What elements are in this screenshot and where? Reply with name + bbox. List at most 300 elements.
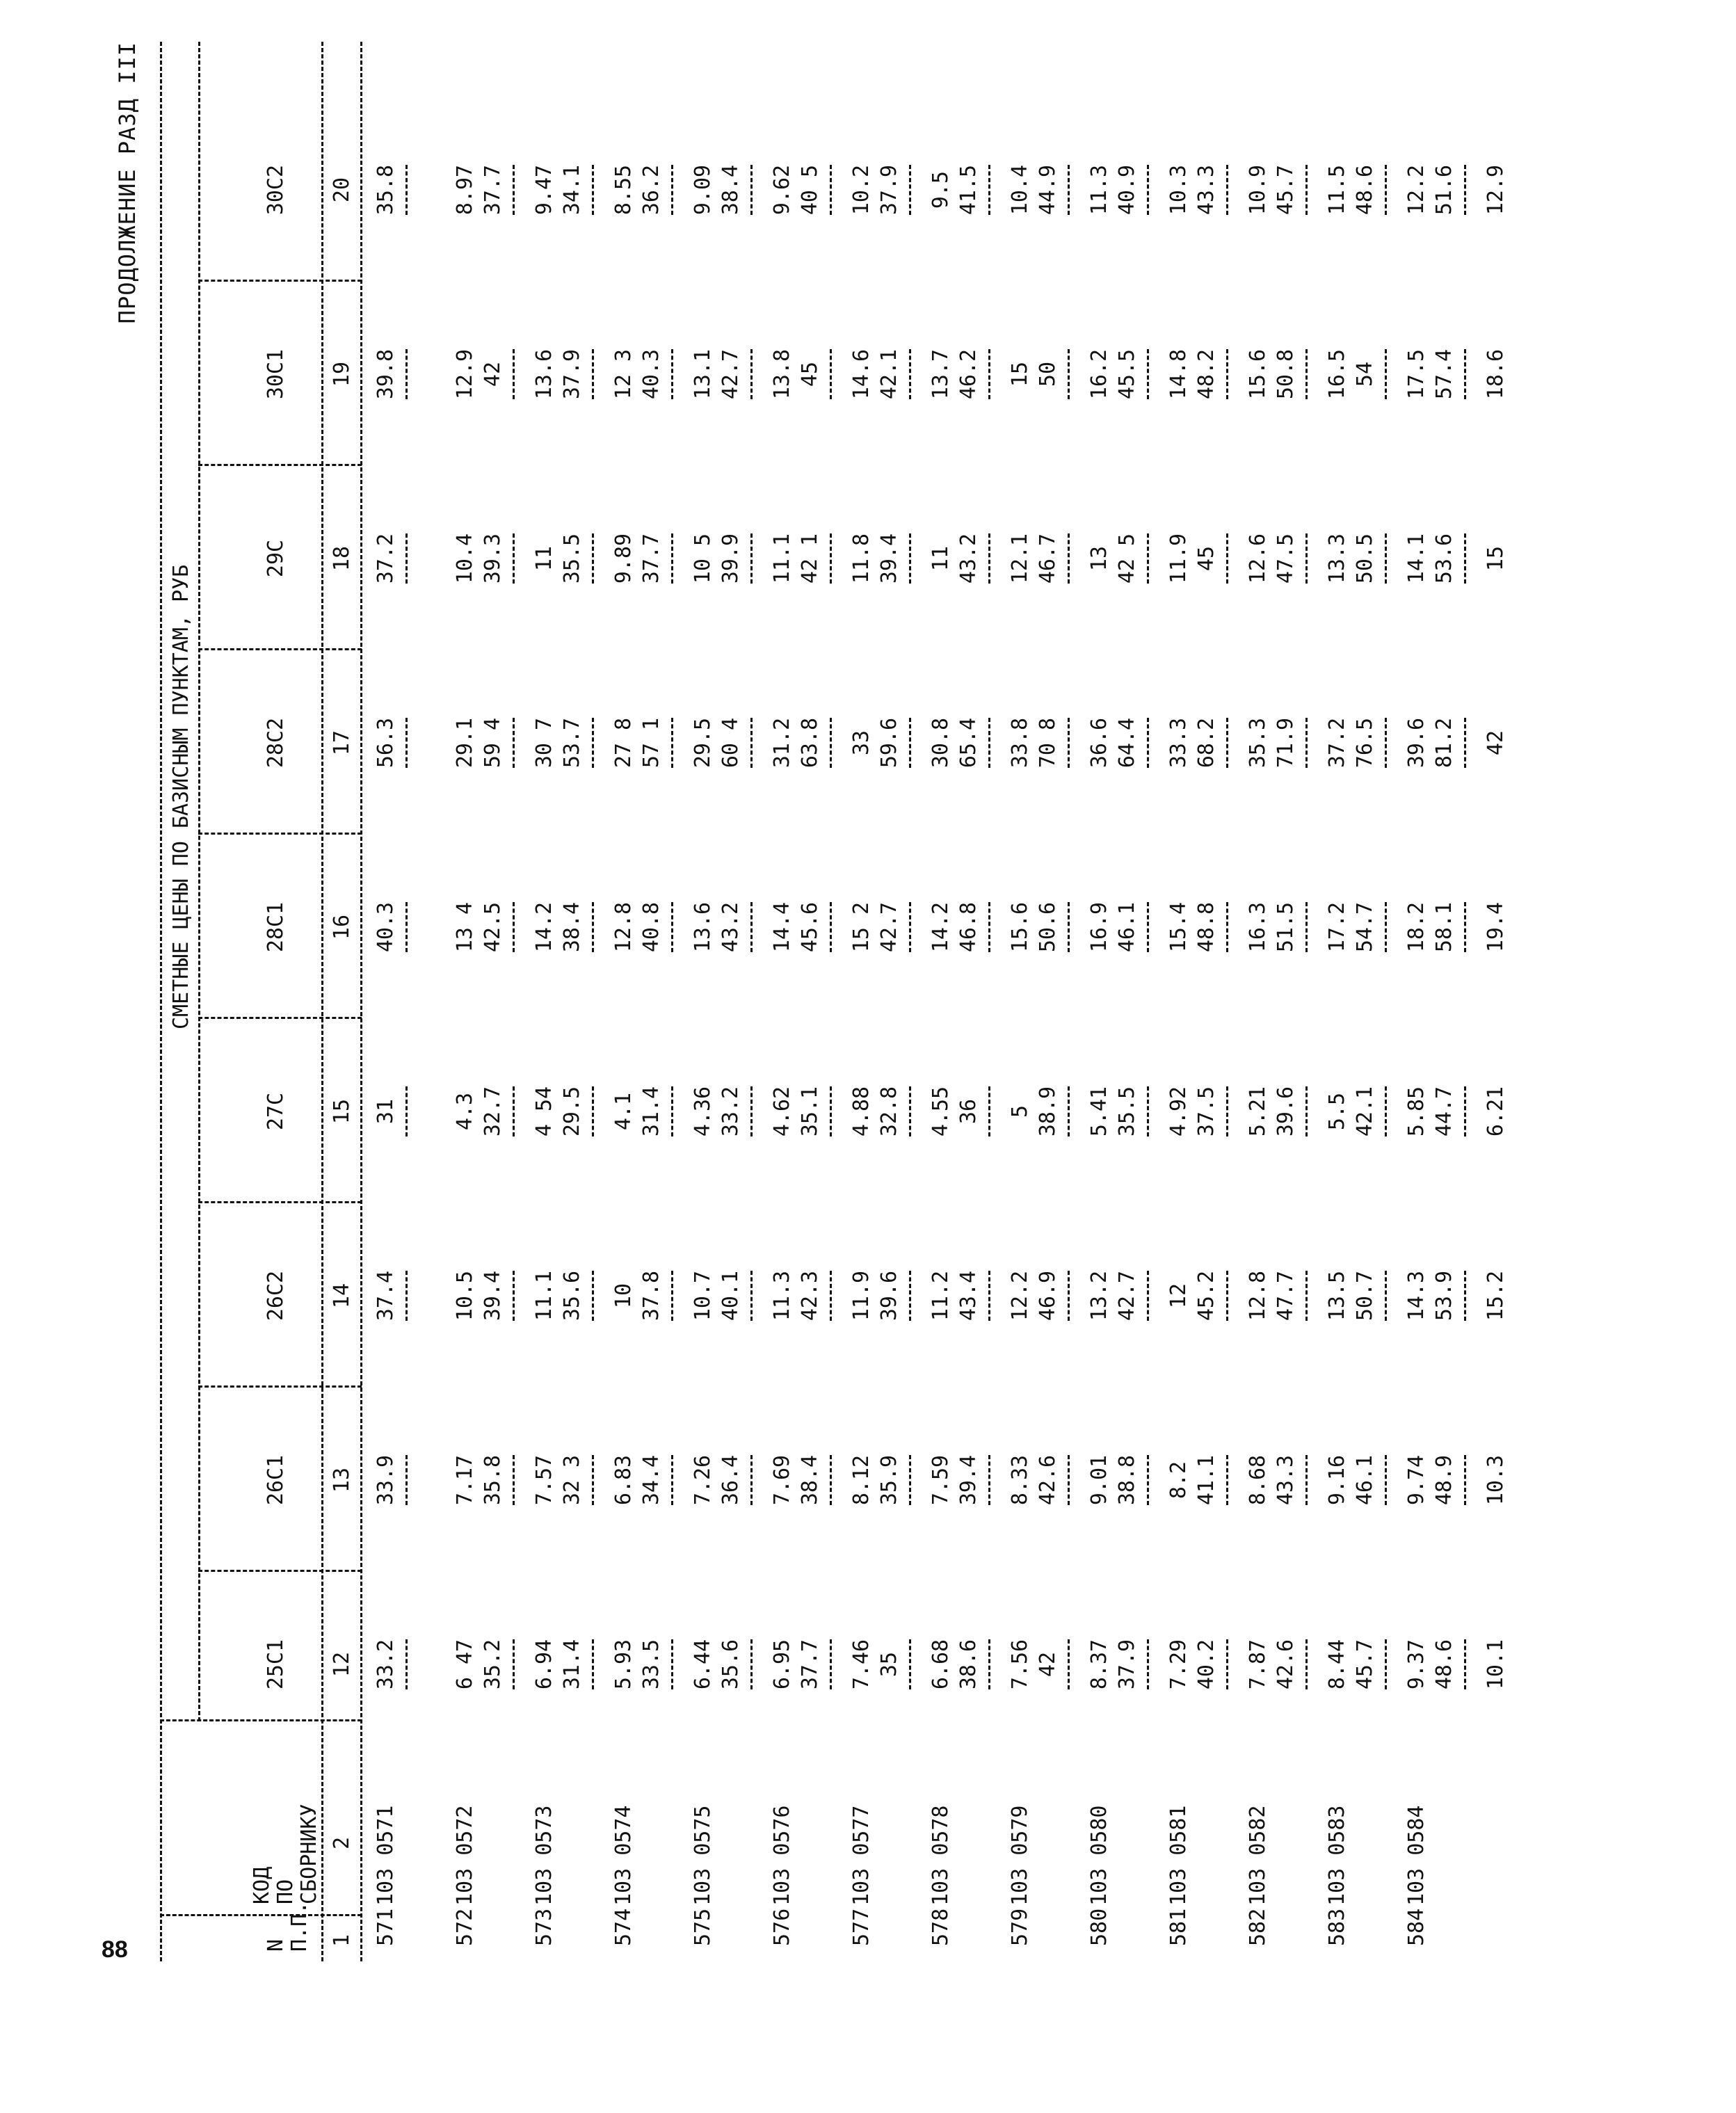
column-divider — [160, 1914, 362, 1916]
price-cell — [927, 1061, 983, 1162]
cell-separator — [513, 165, 515, 215]
price-cell — [689, 877, 745, 977]
price-value: 5.93 — [611, 1639, 636, 1690]
cell-separator — [1226, 1271, 1228, 1321]
cell-separator — [1385, 1639, 1387, 1689]
cell-separator — [1068, 902, 1070, 952]
price-value: 40.1 — [718, 1270, 743, 1321]
price-value: 36.4 — [718, 1454, 743, 1506]
row-code: 103 0576 — [770, 1805, 794, 1906]
price-value: 35 — [877, 1651, 901, 1678]
row-number: 574 — [611, 1908, 636, 1946]
price-value: 60 4 — [718, 717, 743, 769]
price-value: 53.9 — [1432, 1270, 1456, 1321]
cell-separator — [1147, 902, 1149, 952]
price-cell — [848, 324, 903, 424]
cell-separator — [909, 1086, 911, 1136]
price-cell — [689, 1061, 745, 1162]
cell-separator — [513, 1639, 515, 1689]
row-code: 103 0581 — [1166, 1805, 1191, 1906]
price-value: 8.12 — [849, 1454, 874, 1506]
price-cell — [531, 1246, 586, 1346]
table-row — [1403, 42, 1482, 1961]
cell-separator — [1305, 1086, 1308, 1136]
cell-separator — [592, 902, 594, 952]
row-code: 103 0572 — [453, 1805, 477, 1906]
price-cell — [1482, 877, 1510, 977]
cell-separator — [1226, 718, 1228, 768]
page-number: 88 — [102, 1936, 128, 1963]
row-number: 580 — [1087, 1908, 1111, 1946]
price-value: 6.94 — [532, 1639, 556, 1690]
table-row — [769, 42, 848, 1961]
row-code: 103 0575 — [691, 1805, 715, 1906]
price-cell — [769, 1246, 824, 1346]
price-value: 6.95 — [770, 1639, 794, 1690]
cell-separator — [1226, 1639, 1228, 1689]
price-cell — [1165, 1430, 1221, 1530]
table-row — [1324, 42, 1403, 1961]
cell-separator — [405, 349, 408, 399]
price-value: 39.6 — [1273, 1086, 1298, 1137]
price-cell — [610, 1246, 666, 1346]
price-value: 38.4 — [718, 164, 743, 216]
price-cell — [1482, 140, 1510, 240]
price-cell — [1086, 877, 1141, 977]
price-cell — [451, 508, 507, 609]
price-value: 57 1 — [639, 717, 664, 769]
price-value: 42.5 — [481, 901, 505, 953]
price-value: 4.36 — [691, 1086, 715, 1137]
price-value: 35.1 — [798, 1086, 822, 1137]
cell-separator — [1068, 1455, 1070, 1505]
price-cell — [769, 693, 824, 793]
price-cell — [689, 1246, 745, 1346]
price-value: 43.2 — [718, 901, 743, 953]
price-value: 7.46 — [849, 1639, 874, 1690]
price-cell — [1324, 877, 1379, 977]
cell-separator — [513, 533, 515, 584]
price-value: 4 54 — [532, 1086, 556, 1137]
cell-separator — [1226, 1455, 1228, 1505]
cell-separator — [830, 165, 832, 215]
price-value: 33 — [849, 730, 874, 756]
price-value: 32.8 — [877, 1086, 901, 1137]
price-cell — [1403, 877, 1458, 977]
price-cell — [769, 1061, 824, 1162]
price-cell — [372, 140, 400, 240]
column-number: 15 — [330, 1098, 354, 1125]
price-cell — [1006, 693, 1062, 793]
price-cell — [1324, 508, 1379, 609]
price-value: 43.2 — [956, 533, 981, 584]
cell-separator — [750, 349, 753, 399]
price-value: 31 — [373, 1098, 398, 1125]
price-value: 6.83 — [611, 1454, 636, 1506]
price-cell — [1244, 1430, 1300, 1530]
price-value: 39.6 — [877, 1270, 901, 1321]
price-value: 8.55 — [611, 164, 636, 216]
price-value: 33.2 — [718, 1086, 743, 1137]
cell-separator — [592, 1271, 594, 1321]
cell-separator — [1305, 902, 1308, 952]
price-value: 37.9 — [1115, 1639, 1139, 1690]
price-value: 81.2 — [1432, 717, 1456, 769]
price-value: 13.3 — [1325, 533, 1349, 584]
price-value: 59 4 — [481, 717, 505, 769]
price-value: 59.6 — [877, 717, 901, 769]
price-value: 70 8 — [1036, 717, 1060, 769]
price-value: 34.4 — [639, 1454, 664, 1506]
price-value: 46.9 — [1036, 1270, 1060, 1321]
price-value: 4.3 — [453, 1092, 477, 1131]
cell-separator — [750, 1455, 753, 1505]
price-value: 42.7 — [718, 348, 743, 400]
price-cell — [689, 140, 745, 240]
code-header: КОД ПО СБОРНИКУ — [250, 1803, 321, 1904]
table-row — [1006, 42, 1086, 1961]
price-value: 47.7 — [1273, 1270, 1298, 1321]
cell-separator — [750, 165, 753, 215]
cell-separator — [750, 533, 753, 584]
cell-separator — [1305, 1271, 1308, 1321]
price-cell — [848, 1246, 903, 1346]
price-value: 32 3 — [560, 1454, 584, 1506]
table-row — [372, 42, 451, 1961]
price-cell — [689, 324, 745, 424]
price-cell — [1482, 1430, 1510, 1530]
price-value: 10.4 — [453, 533, 477, 584]
price-value: 5.41 — [1087, 1086, 1111, 1137]
price-value: 5.85 — [1404, 1086, 1429, 1137]
table-row — [927, 42, 1006, 1961]
column-divider — [198, 1017, 362, 1019]
price-value: 42 5 — [1115, 533, 1139, 584]
price-value: 7.56 — [1008, 1639, 1032, 1690]
cell-separator — [671, 1455, 673, 1505]
price-value: 10.3 — [1166, 164, 1191, 216]
price-cell — [1006, 1614, 1062, 1714]
price-value: 8.68 — [1246, 1454, 1270, 1506]
cell-separator — [592, 1455, 594, 1505]
price-cell — [689, 1614, 745, 1714]
cell-separator — [1226, 349, 1228, 399]
price-cell — [1403, 508, 1458, 609]
price-value: 7.57 — [532, 1454, 556, 1506]
price-value: 9.62 — [770, 164, 794, 216]
cell-separator — [513, 349, 515, 399]
price-value: 37.4 — [373, 1270, 398, 1321]
row-number: 575 — [691, 1908, 715, 1946]
price-value: 12.1 — [1008, 533, 1032, 584]
price-value: 45.5 — [1115, 348, 1139, 400]
cell-separator — [909, 533, 911, 584]
price-value: 9.37 — [1404, 1639, 1429, 1690]
price-cell — [1006, 1430, 1062, 1530]
price-cell — [451, 1430, 507, 1530]
price-value: 31.2 — [770, 717, 794, 769]
price-value: 8.33 — [1008, 1454, 1032, 1506]
price-cell — [769, 1430, 824, 1530]
price-cell — [1244, 508, 1300, 609]
price-value: 11 — [929, 545, 953, 572]
price-value: 35.5 — [560, 533, 584, 584]
price-value: 29.5 — [691, 717, 715, 769]
table-row — [531, 42, 610, 1961]
column-divider — [198, 1570, 362, 1572]
price-value: 45.2 — [1194, 1270, 1219, 1321]
price-cell — [927, 1430, 983, 1530]
price-cell — [451, 693, 507, 793]
table-row — [451, 42, 531, 1961]
price-cell — [451, 1614, 507, 1714]
table-row — [1086, 42, 1165, 1961]
price-value: 7.26 — [691, 1454, 715, 1506]
price-value: 42 — [1036, 1651, 1060, 1678]
group-header-rule — [198, 42, 200, 1721]
price-value: 35.3 — [1246, 717, 1270, 769]
price-value: 39.4 — [956, 1454, 981, 1506]
price-cell — [1403, 1430, 1458, 1530]
cell-separator — [592, 533, 594, 584]
column-divider — [198, 280, 362, 282]
price-value: 12.2 — [1008, 1270, 1032, 1321]
cell-separator — [1385, 165, 1387, 215]
price-value: 14.2 — [532, 901, 556, 953]
price-value: 13.2 — [1087, 1270, 1111, 1321]
price-cell — [1482, 508, 1510, 609]
cell-separator — [988, 902, 990, 952]
price-value: 17.5 — [1404, 348, 1429, 400]
row-number: 579 — [1008, 1908, 1032, 1946]
price-value: 15.4 — [1166, 901, 1191, 953]
price-value: 41.1 — [1194, 1454, 1219, 1506]
price-value: 18.2 — [1404, 901, 1429, 953]
column-number: 19 — [330, 361, 354, 387]
price-value: 11.5 — [1325, 164, 1349, 216]
cell-separator — [1068, 1639, 1070, 1689]
cell-separator — [1226, 165, 1228, 215]
price-cell — [1482, 693, 1510, 793]
price-value: 4.92 — [1166, 1086, 1191, 1137]
price-cell — [1244, 693, 1300, 793]
price-cell — [1006, 1061, 1062, 1162]
row-number: 584 — [1404, 1908, 1429, 1946]
price-value: 10 — [611, 1283, 636, 1309]
cell-separator — [1305, 1639, 1308, 1689]
cell-separator — [405, 165, 408, 215]
cell-separator — [405, 1271, 408, 1321]
price-cell — [531, 877, 586, 977]
price-value: 9.01 — [1087, 1454, 1111, 1506]
cell-separator — [592, 1639, 594, 1689]
price-value: 8.97 — [453, 164, 477, 216]
price-value: 13 — [1087, 545, 1111, 572]
price-value: 36.6 — [1087, 717, 1111, 769]
price-value: 45 — [798, 361, 822, 387]
cell-separator — [1385, 1086, 1387, 1136]
column-number: 20 — [330, 177, 354, 203]
cell-separator — [592, 165, 594, 215]
price-value: 37.9 — [877, 164, 901, 216]
cell-separator — [1147, 349, 1149, 399]
price-cell — [689, 1430, 745, 1530]
price-cell — [1086, 140, 1141, 240]
price-value: 46.2 — [956, 348, 981, 400]
cell-separator — [988, 1086, 990, 1136]
price-cell — [927, 1246, 983, 1346]
cell-separator — [513, 1455, 515, 1505]
table-row — [610, 42, 689, 1961]
price-value: 7.69 — [770, 1454, 794, 1506]
cell-separator — [405, 718, 408, 768]
row-number: 577 — [849, 1908, 874, 1946]
price-value: 42.7 — [877, 901, 901, 953]
price-value: 42 1 — [798, 533, 822, 584]
price-value: 11.1 — [770, 533, 794, 584]
row-code: 103 0573 — [532, 1805, 556, 1906]
price-value: 11.3 — [1087, 164, 1111, 216]
price-value: 38.9 — [1036, 1086, 1060, 1137]
price-value: 31.4 — [560, 1639, 584, 1690]
price-value: 12.9 — [1484, 164, 1508, 216]
cell-separator — [1464, 1639, 1466, 1689]
price-value: 35.8 — [481, 1454, 505, 1506]
price-value: 42 — [1484, 730, 1508, 756]
price-cell — [1324, 1061, 1379, 1162]
price-value: 39.3 — [481, 533, 505, 584]
price-value: 11.8 — [849, 533, 874, 584]
price-value: 39.4 — [481, 1270, 505, 1321]
price-value: 30 7 — [532, 717, 556, 769]
cell-separator — [1464, 902, 1466, 952]
price-cell — [610, 324, 666, 424]
cell-separator — [988, 1271, 990, 1321]
price-value: 56.3 — [373, 717, 398, 769]
price-value: 35.6 — [560, 1270, 584, 1321]
price-value: 44.7 — [1432, 1086, 1456, 1137]
price-value: 7.29 — [1166, 1639, 1191, 1690]
price-value: 35.6 — [718, 1639, 743, 1690]
price-cell — [1244, 324, 1300, 424]
price-value: 14.6 — [849, 348, 874, 400]
column-number: 13 — [330, 1467, 354, 1493]
column-header: 28С2 — [264, 717, 288, 769]
cell-separator — [1068, 1271, 1070, 1321]
price-value: 37.5 — [1194, 1086, 1219, 1137]
column-number: 18 — [330, 545, 354, 572]
cell-separator — [909, 1455, 911, 1505]
price-value: 40.3 — [639, 348, 664, 400]
column-header: 26С1 — [264, 1454, 288, 1506]
price-value: 11.9 — [849, 1270, 874, 1321]
price-cell — [927, 508, 983, 609]
table-row — [1165, 42, 1244, 1961]
price-value: 11.2 — [929, 1270, 953, 1321]
cell-separator — [1464, 165, 1466, 215]
price-value: 45 — [1194, 545, 1219, 572]
cell-separator — [1226, 533, 1228, 584]
price-value: 8.37 — [1087, 1639, 1111, 1690]
price-cell — [1086, 1614, 1141, 1714]
price-value: 38.6 — [956, 1639, 981, 1690]
cell-separator — [1385, 1455, 1387, 1505]
row-code: 103 0577 — [849, 1805, 874, 1906]
price-value: 40.8 — [639, 901, 664, 953]
price-value: 42.1 — [877, 348, 901, 400]
price-value: 33.8 — [1008, 717, 1032, 769]
price-cell — [1482, 1614, 1510, 1714]
price-value: 6.44 — [691, 1639, 715, 1690]
price-value: 45.7 — [1353, 1639, 1377, 1690]
price-value: 48.6 — [1353, 164, 1377, 216]
price-value: 53.7 — [560, 717, 584, 769]
price-cell — [451, 324, 507, 424]
price-value: 13.6 — [532, 348, 556, 400]
table-row — [848, 42, 927, 1961]
price-value: 46.8 — [956, 901, 981, 953]
price-value: 9.5 — [929, 170, 953, 209]
price-value: 48.2 — [1194, 348, 1219, 400]
price-value: 76.5 — [1353, 717, 1377, 769]
cell-separator — [671, 165, 673, 215]
row-code: 103 0574 — [611, 1805, 636, 1906]
price-cell — [451, 1061, 507, 1162]
price-value: 38.8 — [1115, 1454, 1139, 1506]
price-value: 9.09 — [691, 164, 715, 216]
price-value: 14.8 — [1166, 348, 1191, 400]
price-cell — [689, 693, 745, 793]
column-divider — [198, 648, 362, 650]
price-value: 53.6 — [1432, 533, 1456, 584]
cell-separator — [750, 1271, 753, 1321]
price-value: 44.9 — [1036, 164, 1060, 216]
table-body — [372, 42, 1524, 1961]
price-value: 35.9 — [877, 1454, 901, 1506]
cell-separator — [830, 902, 832, 952]
price-value: 9.16 — [1325, 1454, 1349, 1506]
price-cell — [927, 140, 983, 240]
column-header: 26С2 — [264, 1270, 288, 1321]
price-value: 65.4 — [956, 717, 981, 769]
price-cell — [531, 1061, 586, 1162]
price-value: 12.6 — [1246, 533, 1270, 584]
price-cell — [1244, 877, 1300, 977]
price-value: 12.8 — [611, 901, 636, 953]
price-value: 35.8 — [373, 164, 398, 216]
price-value: 54.7 — [1353, 901, 1377, 953]
price-value: 37.2 — [1325, 717, 1349, 769]
cell-separator — [750, 718, 753, 768]
price-value: 13.8 — [770, 348, 794, 400]
price-cell — [372, 877, 400, 977]
cell-separator — [988, 1639, 990, 1689]
cell-separator — [830, 533, 832, 584]
cell-separator — [750, 1086, 753, 1136]
price-value: 16.2 — [1087, 348, 1111, 400]
price-cell — [689, 508, 745, 609]
price-value: 37.7 — [481, 164, 505, 216]
column-divider — [160, 1719, 362, 1721]
cell-separator — [1464, 349, 1466, 399]
price-value: 12.8 — [1246, 1270, 1270, 1321]
price-value: 32.7 — [481, 1086, 505, 1137]
cell-separator — [1464, 1271, 1466, 1321]
price-value: 38.4 — [798, 1454, 822, 1506]
price-value: 15.2 — [1484, 1270, 1508, 1321]
price-value: 71.9 — [1273, 717, 1298, 769]
table-top-rule — [160, 42, 162, 1961]
